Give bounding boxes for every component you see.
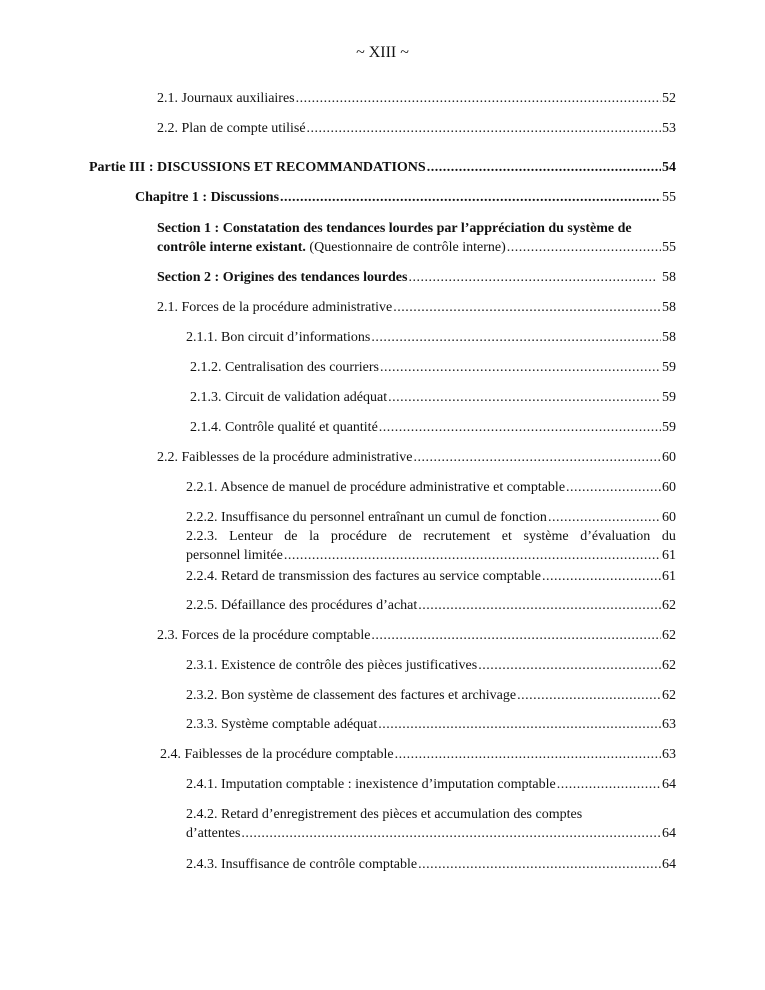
- dot-leader: [517, 686, 661, 705]
- toc-entry-title: 2.3.1. Existence de contrôle des pièces justificatives: [186, 658, 478, 673]
- dot-leader: [380, 358, 661, 377]
- toc-entry-page: 54: [662, 160, 676, 175]
- toc-entry-page: 59: [662, 390, 676, 405]
- page-number-header: ~ XIII ~: [356, 44, 409, 61]
- dot-leader: [542, 567, 661, 586]
- toc-entry[interactable]: [190, 388, 676, 407]
- dot-leader: [296, 89, 661, 108]
- word: de: [284, 529, 298, 544]
- toc-entry-line1[interactable]: 2.4.2. Retard d’enregistrement des pièces et accumulation des comptes: [186, 807, 583, 822]
- toc-entry-title: 2.3.2. Bon système de classement des factures et archivage: [186, 688, 517, 703]
- dot-leader: [388, 388, 661, 407]
- toc-entry[interactable]: [190, 358, 676, 377]
- dot-leader: [413, 448, 661, 467]
- toc-entry-page: 58: [662, 330, 676, 345]
- toc-entry-page: 55: [662, 240, 676, 255]
- toc-entry-title: Partie III : DISCUSSIONS ET RECOMMANDATIONS: [89, 160, 426, 175]
- word: système: [523, 529, 569, 544]
- dot-leader: [557, 775, 661, 794]
- toc-entry[interactable]: [190, 418, 676, 437]
- toc-entry-page: 60: [662, 480, 676, 495]
- toc-entry-page: 62: [662, 628, 676, 643]
- dot-leader: [378, 715, 661, 734]
- toc-entry-title: 2.4.1. Imputation comptable : inexistence d’imputation comptable: [186, 777, 556, 792]
- word: recrutement: [423, 529, 491, 544]
- toc-entry[interactable]: [157, 119, 676, 138]
- toc-entry[interactable]: [186, 715, 676, 734]
- toc-entry-title: 2.1.4. Contrôle qualité et quantité: [190, 420, 378, 435]
- toc-entry-page: 62: [662, 598, 676, 613]
- toc-entry-page: 52: [662, 91, 676, 106]
- toc-entry[interactable]: [186, 775, 676, 794]
- toc-entry-title: 2.2.2. Insuffisance du personnel entraînant un cumul de fonction: [186, 510, 547, 525]
- dot-leader: [393, 298, 661, 317]
- toc-part-entry[interactable]: [89, 158, 676, 177]
- toc-entry-page: 60: [662, 450, 676, 465]
- toc-entry-line1[interactable]: [186, 527, 676, 546]
- dot-leader: [566, 478, 661, 497]
- toc-entry-page: 55: [662, 190, 676, 205]
- toc-entry-page: 63: [662, 717, 676, 732]
- toc-entry[interactable]: [157, 626, 676, 645]
- toc-entry-title: d’attentes: [186, 826, 241, 841]
- toc-entry-title: 2.2.1. Absence de manuel de procédure administrative et comptable: [186, 480, 566, 495]
- dot-leader: [395, 745, 661, 764]
- toc-entry[interactable]: [186, 546, 676, 565]
- toc-entry[interactable]: [157, 89, 676, 108]
- toc-entry[interactable]: [157, 298, 676, 317]
- toc-entry-title: 2.1.2. Centralisation des courriers: [190, 360, 379, 375]
- toc-entry-title: 2.4.3. Insuffisance de contrôle comptable: [186, 857, 418, 872]
- toc-entry-page: 53: [662, 121, 676, 136]
- toc-entry[interactable]: [186, 686, 676, 705]
- toc-entry-page: 64: [662, 826, 676, 841]
- toc-entry[interactable]: [157, 448, 676, 467]
- toc-entry-title: 2.2.4. Retard de transmission des factures au service comptable: [186, 569, 541, 584]
- toc-entry-title: personnel limitée: [186, 548, 283, 563]
- dot-leader: [280, 188, 661, 207]
- dot-leader: [379, 418, 661, 437]
- word: 2.2.3.: [186, 529, 218, 544]
- toc-section-entry[interactable]: [157, 238, 676, 257]
- toc-entry[interactable]: [186, 567, 676, 586]
- dot-leader: [284, 546, 661, 565]
- dot-leader: [307, 119, 661, 138]
- toc-entry-title: 2.2. Plan de compte utilisé: [157, 121, 306, 136]
- toc-entry-page: 62: [662, 688, 676, 703]
- toc-entry-page: 58: [662, 300, 676, 315]
- dot-leader: [427, 158, 661, 177]
- toc-entry-title: Section 2 : Origines des tendances lourdes: [157, 270, 408, 285]
- toc-entry[interactable]: [186, 596, 676, 615]
- toc-entry-page: 61: [662, 548, 676, 563]
- toc-entry[interactable]: [186, 478, 676, 497]
- dot-leader: [408, 268, 657, 287]
- word: de: [398, 529, 412, 544]
- toc-entry-title: 2.2. Faiblesses de la procédure administrative: [157, 450, 413, 465]
- toc-entry[interactable]: [186, 656, 676, 675]
- toc-entry-title-bold: contrôle interne existant.: [157, 240, 306, 255]
- dot-leader: [478, 656, 661, 675]
- word: d’évaluation: [580, 529, 651, 544]
- toc-entry-page: 60: [662, 510, 676, 525]
- toc-entry-page: 64: [662, 777, 676, 792]
- dot-leader: [548, 508, 661, 527]
- toc-entry[interactable]: [186, 328, 676, 347]
- word: du: [661, 529, 676, 544]
- dot-leader: [507, 238, 661, 257]
- toc-entry-title: 2.1.3. Circuit de validation adéquat: [190, 390, 388, 405]
- toc-entry[interactable]: [186, 508, 676, 527]
- toc-entry-page: 59: [662, 420, 676, 435]
- toc-section-entry[interactable]: [157, 268, 676, 287]
- toc-entry[interactable]: [186, 855, 676, 874]
- toc-entry-title: 2.3. Forces de la procédure comptable: [157, 628, 371, 643]
- toc-section-entry-line1[interactable]: Section 1 : Constatation des tendances lourdes par l’appréciation du système de: [157, 221, 632, 236]
- toc-entry-page: 64: [662, 857, 676, 872]
- toc-entry-title-rest: (Questionnaire de contrôle interne): [305, 240, 506, 255]
- toc-entry-title: 2.3.3. Système comptable adéquat: [186, 717, 378, 732]
- toc-entry-page: 58: [662, 270, 676, 285]
- word: Lenteur: [229, 529, 273, 544]
- word: et: [501, 529, 512, 544]
- toc-entry-page: 63: [662, 747, 676, 762]
- dot-leader: [371, 626, 661, 645]
- toc-entry-page: 59: [662, 360, 676, 375]
- toc-entry-title: 2.1. Journaux auxiliaires: [157, 91, 295, 106]
- dot-leader: [418, 596, 661, 615]
- toc-entry-page: 61: [662, 569, 676, 584]
- dot-leader: [418, 855, 661, 874]
- toc-entry-page: 62: [662, 658, 676, 673]
- toc-entry-title: 2.4. Faiblesses de la procédure comptable: [160, 747, 394, 762]
- word: procédure: [330, 529, 387, 544]
- toc-chapter-entry[interactable]: [135, 188, 676, 207]
- toc-entry-title: 2.1.1. Bon circuit d’informations: [186, 330, 371, 345]
- dot-leader: [241, 824, 661, 843]
- toc-entry-title: 2.1. Forces de la procédure administrative: [157, 300, 393, 315]
- toc-entry-title: Chapitre 1 : Discussions: [135, 190, 280, 205]
- dot-leader: [371, 328, 661, 347]
- toc-entry[interactable]: [160, 745, 676, 764]
- toc-entry[interactable]: [186, 824, 676, 843]
- toc-entry-title: 2.2.5. Défaillance des procédures d’achat: [186, 598, 418, 613]
- word: la: [309, 529, 320, 544]
